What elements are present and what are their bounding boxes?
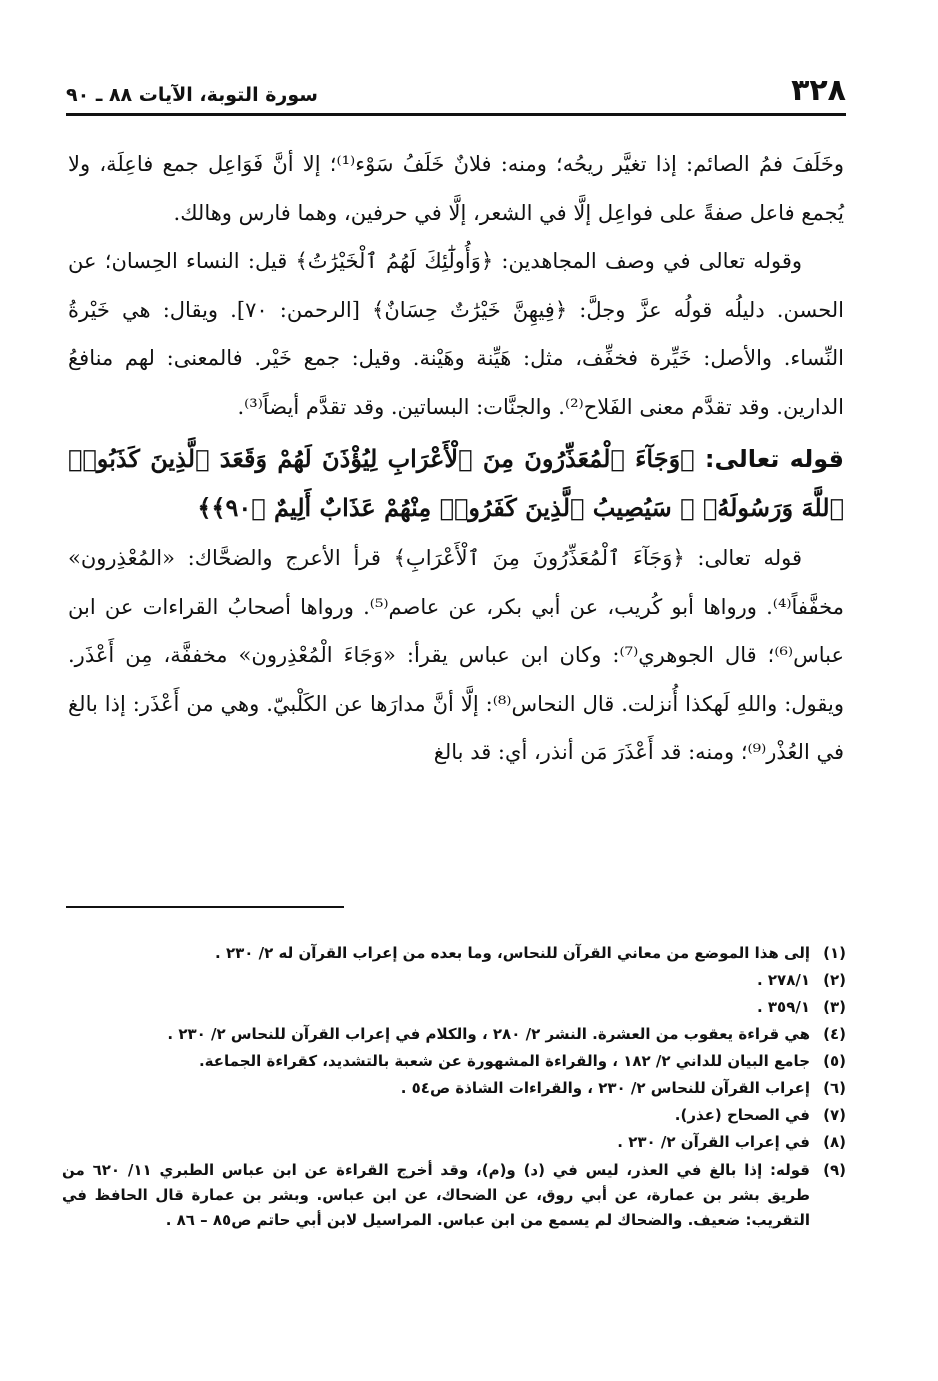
page-number: ٣٢٨	[791, 73, 846, 108]
footnote-divider	[66, 906, 344, 908]
footnote-text: في الصحاح (عذر).	[674, 1106, 810, 1124]
footnote-3	[62, 994, 846, 1021]
footnote-text: في إعراب القرآن ٢/ ٢٣٠ .	[617, 1133, 810, 1151]
paragraph-2: وقوله تعالى في وصف المجاهدين: ﴿وَأُولَٰٓئِكَ لَهُمُ ٱلْخَيْرَٰتُ﴾ قيل: النساء الحِسان؛ عن الحسن. دليلُه قولُه عزَّ وجلَّ: ﴿فِيهِنَّ خَيْرَٰتٌ حِسَانٌ﴾ [الرحمن: ٧٠]. ويقال: هي خَيْرةُ النِّساء. والأصل: خَيِّرة فخفِّف، مثل: هَيِّنة وهَيْنة. وقيل: جمع خَيْر. فالمعنى: لهم منافعُ الدارين. وقد تقدَّم معنى الفَلاح⁽²⁾. والجنَّات: البساتين. وقد تقدَّم أيضاً⁽³⁾.	[68, 249, 844, 419]
header-divider	[66, 113, 846, 116]
footnote-2	[62, 967, 846, 994]
footnote-8	[62, 1129, 846, 1156]
footnote-7	[62, 1102, 846, 1129]
page-header	[66, 72, 846, 106]
paragraph-3: قوله تعالى: ﴿وَجَآءَ ٱلْمُعَذِّرُونَ مِنَ ٱلْأَعْرَابِ﴾ قرأ الأعرج والضحَّاك: «المُعْذِرون» مخفَّفاً⁽⁴⁾. ورواها أبو كُريب، عن أبي بكر، عن عاصم⁽⁵⁾. ورواها أصحابُ القراءات عن ابن عباس⁽⁶⁾؛ قال الجوهري⁽⁷⁾: وكان ابن عباس يقرأ: «وَجَاءَ الْمُعْذِرون» مخففَّة، مِن أَعْذَر. ويقول: واللهِ لَهكذا أُنزلت. قال النحاس⁽⁸⁾: إلَّا أنَّ مدارَها عن الكَلْبيّ. وهي من أَعْذَر: إذا بالغ في العُذْر⁽⁹⁾؛ ومنه: قد أَعْذَرَ مَن أنذر، أي: قد بالغ	[68, 546, 844, 764]
footnote-text: هي قراءة يعقوب من العشرة. النشر ٢/ ٢٨٠ ، والكلام في إعراب القرآن للنحاس ٢/ ٢٣٠ .	[167, 1025, 810, 1043]
footnote-text: جامع البيان للداني ٢/ ١٨٢ ، والقراءة المشهورة عن شعبة بالتشديد، كقراءة الجماعة.	[198, 1052, 810, 1070]
verse-text: ﴿وَجَآءَ ٱلْمُعَذِّرُونَ مِنَ ٱلْأَعْرَابِ لِيُؤْذَنَ لَهُمْ وَقَعَدَ ٱلَّذِينَ كَذَبُوا۟ ٱللَّهَ وَرَسُولَهُۥ ۚ سَيُصِيبُ ٱلَّذِينَ كَفَرُوا۟ مِنْهُمْ عَذَابٌ أَلِيمٌ ﴿٩٠﴾﴾	[68, 444, 844, 522]
footnote-9	[62, 1158, 846, 1233]
footnote-text: ٢٧٨/١ .	[756, 971, 810, 989]
footnote-text: ٣٥٩/١ .	[756, 998, 810, 1016]
footnote-4	[62, 1021, 846, 1048]
footnote-text: قوله: إذا بالغ في العذر، ليس في (د) و(م)، وقد أخرج القراءة عن ابن عباس الطبري ١١/ ٦٢٠ من طريق بشر بن عمارة، عن أبي روق، عن الضحاك، عن ابن عباس. وبشر بن عمارة قال الحافظ في التقريب: ضعيف. والضحاك لم يسمع من ابن عباس. المراسيل لابن أبي حاتم ص٨٥ – ٨٦ .	[62, 1161, 810, 1229]
footnote-number: (١)	[823, 944, 846, 962]
footnote-1	[62, 940, 846, 967]
main-text	[68, 140, 844, 777]
footnote-5	[62, 1048, 846, 1075]
footnote-text: إلى هذا الموضع من معاني القرآن للنحاس، وما بعده من إعراب القرآن له ٢/ ٢٣٠ .	[215, 944, 810, 962]
footnote-number: (٥)	[823, 1052, 846, 1070]
verse-label: قوله تعالى:	[704, 445, 844, 473]
footnote-number: (٩)	[823, 1161, 846, 1179]
footnote-number: (٧)	[823, 1106, 846, 1124]
footnote-number: (٤)	[823, 1025, 846, 1043]
verse-block	[68, 435, 844, 532]
footnote-text: إعراب القرآن للنحاس ٢/ ٢٣٠ ، والقراءات الشاذة ص٥٤ .	[400, 1079, 810, 1097]
footnotes	[62, 940, 846, 1233]
footnote-6	[62, 1075, 846, 1102]
footnote-number: (٦)	[823, 1079, 846, 1097]
running-title: سورة التوبة، الآيات ٨٨ ـ ٩٠	[66, 84, 318, 106]
footnote-number: (٨)	[823, 1133, 846, 1151]
footnote-number: (٢)	[823, 971, 846, 989]
paragraph-1: وخَلَفَ فمُ الصائم: إذا تغيَّر ريحُه؛ ومنه: فلانٌ خَلَفُ سَوْء⁽¹⁾؛ إلا أنَّ فَوَاعِل جمع فاعِلَة، ولا يُجمع فاعل صفةً على فواعِل إلَّا في الشعر، إلَّا في حرفين، وهما فارس وهالك.	[68, 152, 844, 225]
footnote-number: (٣)	[823, 998, 846, 1016]
